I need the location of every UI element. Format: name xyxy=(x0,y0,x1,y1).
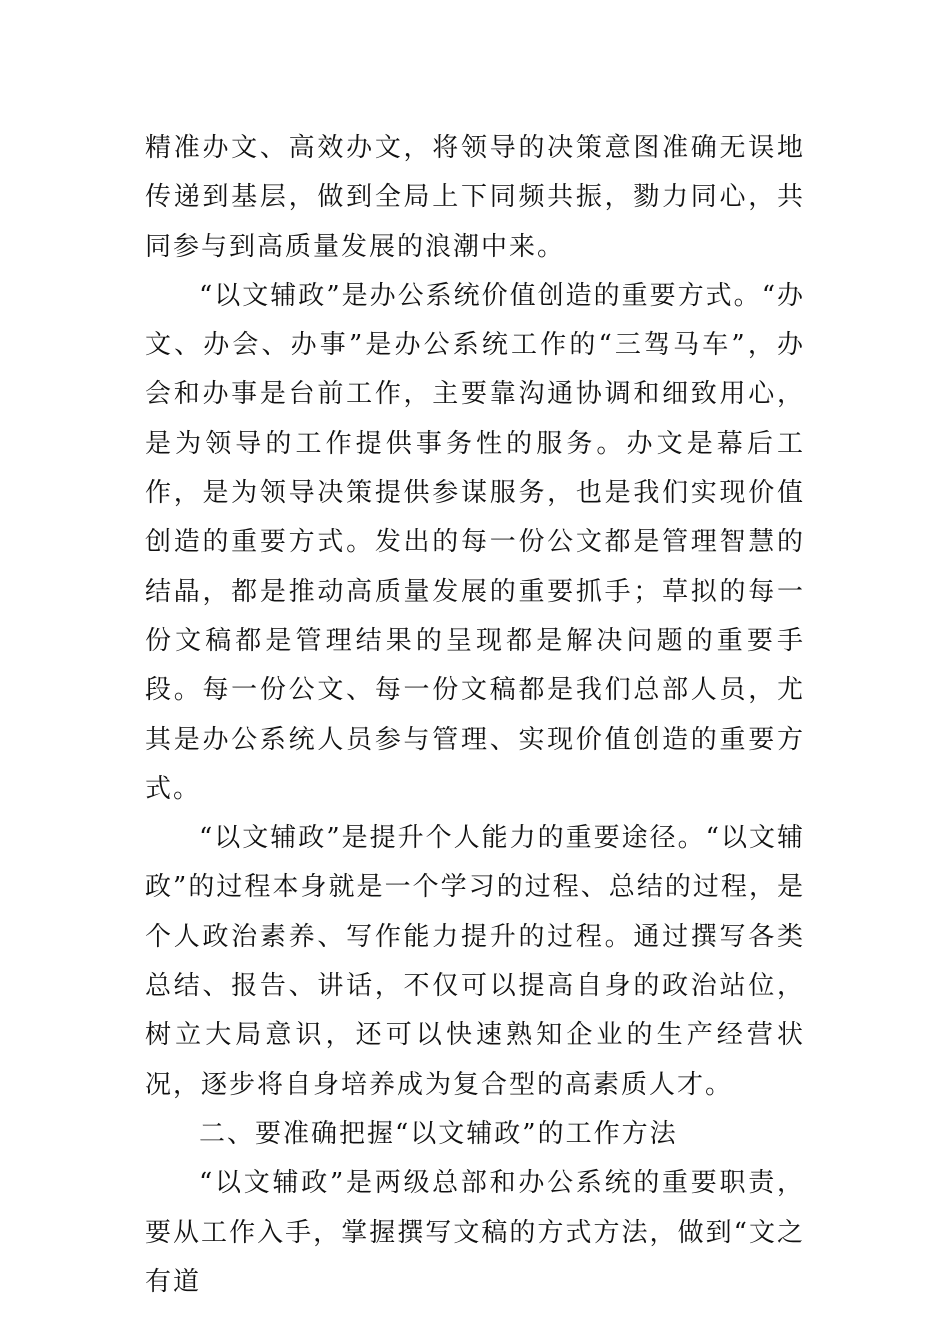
paragraph-4: “以文辅政”是两级总部和办公系统的重要职责，要从工作入手，掌握撰写文稿的方式方法，做到“文之有道 xyxy=(145,1168,805,1297)
paragraph-3: “以文辅政”是提升个人能力的重要途径。“以文辅政”的过程本身就是一个学习的过程、总结的过程，是个人政治素养、写作能力提升的过程。通过撰写各类总结、报告、讲话，不仅可以提高自身的政治站位，树立大局意识，还可以快速熟知企业的生产经营状况，逐步将自身培养成为复合型的高素质人才。 xyxy=(145,823,805,1100)
document-body xyxy=(145,124,805,1307)
section-heading: 二、要准确把握“以文辅政”的工作方法 xyxy=(199,1118,678,1149)
paragraph-2: “以文辅政”是办公系统价值创造的重要方式。“办文、办会、办事”是办公系统工作的“三驾马车”，办会和办事是台前工作，主要靠沟通协调和细致用心，是为领导的工作提供事务性的服务。办文是幕后工作，是为领导决策提供参谋服务，也是我们实现价值创造的重要方式。发出的每一份公文都是管理智慧的结晶，都是推动高质量发展的重要抓手；草拟的每一份文稿都是管理结果的呈现都是解决问题的重要手段。每一份公文、每一份文稿都是我们总部人员，尤其是办公系统人员参与管理、实现价值创造的重要方式。 xyxy=(145,280,805,804)
paragraph-1: 精准办文、高效办文，将领导的决策意图准确无误地传递到基层，做到全局上下同频共振，勠力同心，共同参与到高质量发展的浪潮中来。 xyxy=(145,133,805,262)
